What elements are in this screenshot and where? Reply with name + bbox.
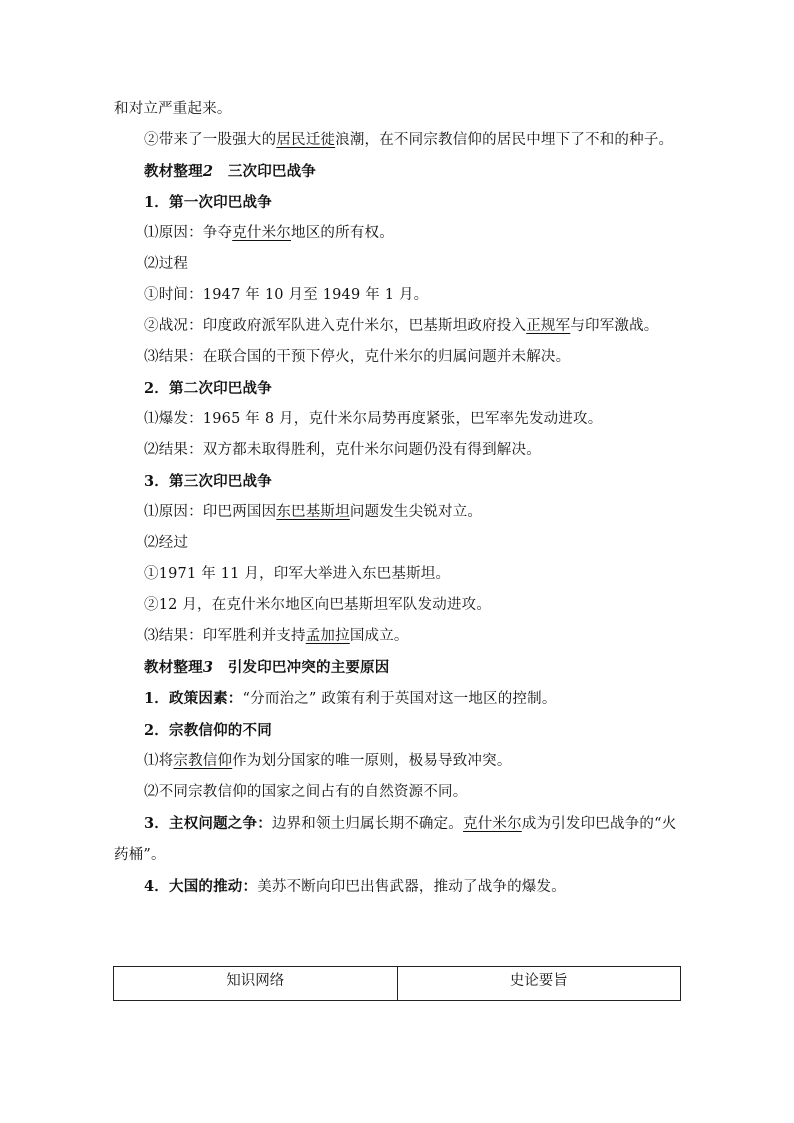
document-body: [114, 94, 680, 903]
inline-heading: 3．主权问题之争：: [144, 815, 272, 832]
text-line: [114, 621, 680, 652]
text-line: [114, 497, 680, 528]
text: 与印军激战。: [570, 318, 659, 334]
text-line: [114, 528, 680, 559]
text: ⑴爆发：1965 年 8 月，克什米尔局势再度紧张，巴军率先发动进攻。: [144, 411, 603, 427]
text-line: [114, 249, 680, 280]
text-line: [114, 590, 680, 621]
heading-title: 引发印巴冲突的主要原因: [227, 659, 390, 676]
underlined-term: 居民迁徙: [276, 132, 336, 148]
text-line: [114, 404, 680, 435]
section-heading: [114, 156, 680, 187]
text-line: [114, 280, 680, 311]
text: 地区的所有权。: [291, 225, 394, 241]
text-line: [114, 94, 680, 125]
text-line: [114, 218, 680, 249]
text: ⑴原因：印巴两国因: [144, 504, 277, 520]
text: 边界和领土归属长期不确定。: [271, 816, 463, 832]
inline-heading: 4．大国的推动：: [144, 878, 258, 895]
subsection-heading: [114, 715, 680, 746]
underlined-term: 克什米尔: [232, 225, 292, 241]
text-line: [114, 559, 680, 590]
text: 问题发生尖锐对立。: [349, 504, 483, 520]
text: 作为划分国家的唯一原则，极易导致冲突。: [232, 753, 512, 769]
text: 2．宗教信仰的不同: [144, 722, 272, 739]
text: ⑵结果：双方都未取得胜利，克什米尔问题仍没有得到解决。: [144, 442, 541, 458]
underlined-term: 正规军: [526, 318, 571, 334]
underlined-term: 宗教信仰: [173, 753, 233, 769]
text: ⑴原因：争夺: [144, 225, 233, 241]
text: 3．第三次印巴战争: [144, 473, 272, 490]
heading-number: 3: [202, 659, 214, 676]
text: ②12 月，在克什米尔地区向巴基斯坦军队发动进攻。: [144, 597, 492, 613]
text: ⑶结果：印军胜利并支持: [144, 628, 306, 644]
subsection-heading: [114, 187, 680, 218]
text: 成为引发印巴战争的“火药桶”。: [114, 816, 677, 863]
text: 国成立。: [349, 628, 409, 644]
table-header-knowledge-network: 知识网络: [114, 967, 398, 1001]
text: ⑶结果：在联合国的干预下停火，克什米尔的归属问题并未解决。: [144, 349, 571, 365]
text-line: [114, 871, 680, 903]
text: ①1971 年 11 月，印军大举进入东巴基斯坦。: [144, 566, 451, 582]
text-line: [114, 311, 680, 342]
text: ②战况：印度政府派军队进入克什米尔，巴基斯坦政府投入: [144, 318, 527, 334]
inline-heading: 1．政策因素：: [144, 690, 243, 707]
underlined-term: 克什米尔: [463, 816, 522, 832]
text: “分而治之” 政策有利于英国对这一地区的控制。: [242, 691, 557, 707]
underlined-term: 东巴基斯坦: [276, 504, 350, 520]
subsection-heading: [114, 466, 680, 497]
text-line: [114, 435, 680, 466]
text: ⑵过程: [144, 256, 189, 272]
text: 浪潮，在不同宗教信仰的居民中埋下了不和的种子。: [335, 132, 674, 148]
table-row: [114, 967, 681, 1001]
text: 1．第一次印巴战争: [144, 194, 272, 211]
heading-prefix: 教材整理: [144, 163, 203, 180]
text: ⑵经过: [144, 535, 189, 551]
text: ②带来了一股强大的: [144, 132, 277, 148]
text: 2．第二次印巴战争: [144, 380, 272, 397]
text: ①时间：1947 年 10 月至 1949 年 1 月。: [144, 287, 429, 303]
text: ⑵不同宗教信仰的国家之间占有的自然资源不同。: [144, 784, 468, 800]
text-line: [114, 808, 680, 871]
text-line: [114, 342, 680, 373]
section-heading: [114, 652, 680, 683]
text-line: [114, 746, 680, 777]
table-header-historical-points: 史论要旨: [397, 967, 681, 1001]
heading-prefix: 教材整理: [144, 659, 203, 676]
underlined-term: 孟加拉: [305, 628, 350, 644]
text: 美苏不断向印巴出售武器，推动了战争的爆发。: [257, 879, 566, 895]
text-line: [114, 777, 680, 808]
summary-table: [113, 966, 681, 1001]
text-line: [114, 125, 680, 156]
text: 和对立严重起来。: [114, 101, 232, 117]
text-line: [114, 683, 680, 715]
heading-number: 2: [202, 163, 214, 180]
text: ⑴将: [144, 753, 174, 769]
subsection-heading: [114, 373, 680, 404]
heading-title: 三次印巴战争: [227, 163, 317, 180]
